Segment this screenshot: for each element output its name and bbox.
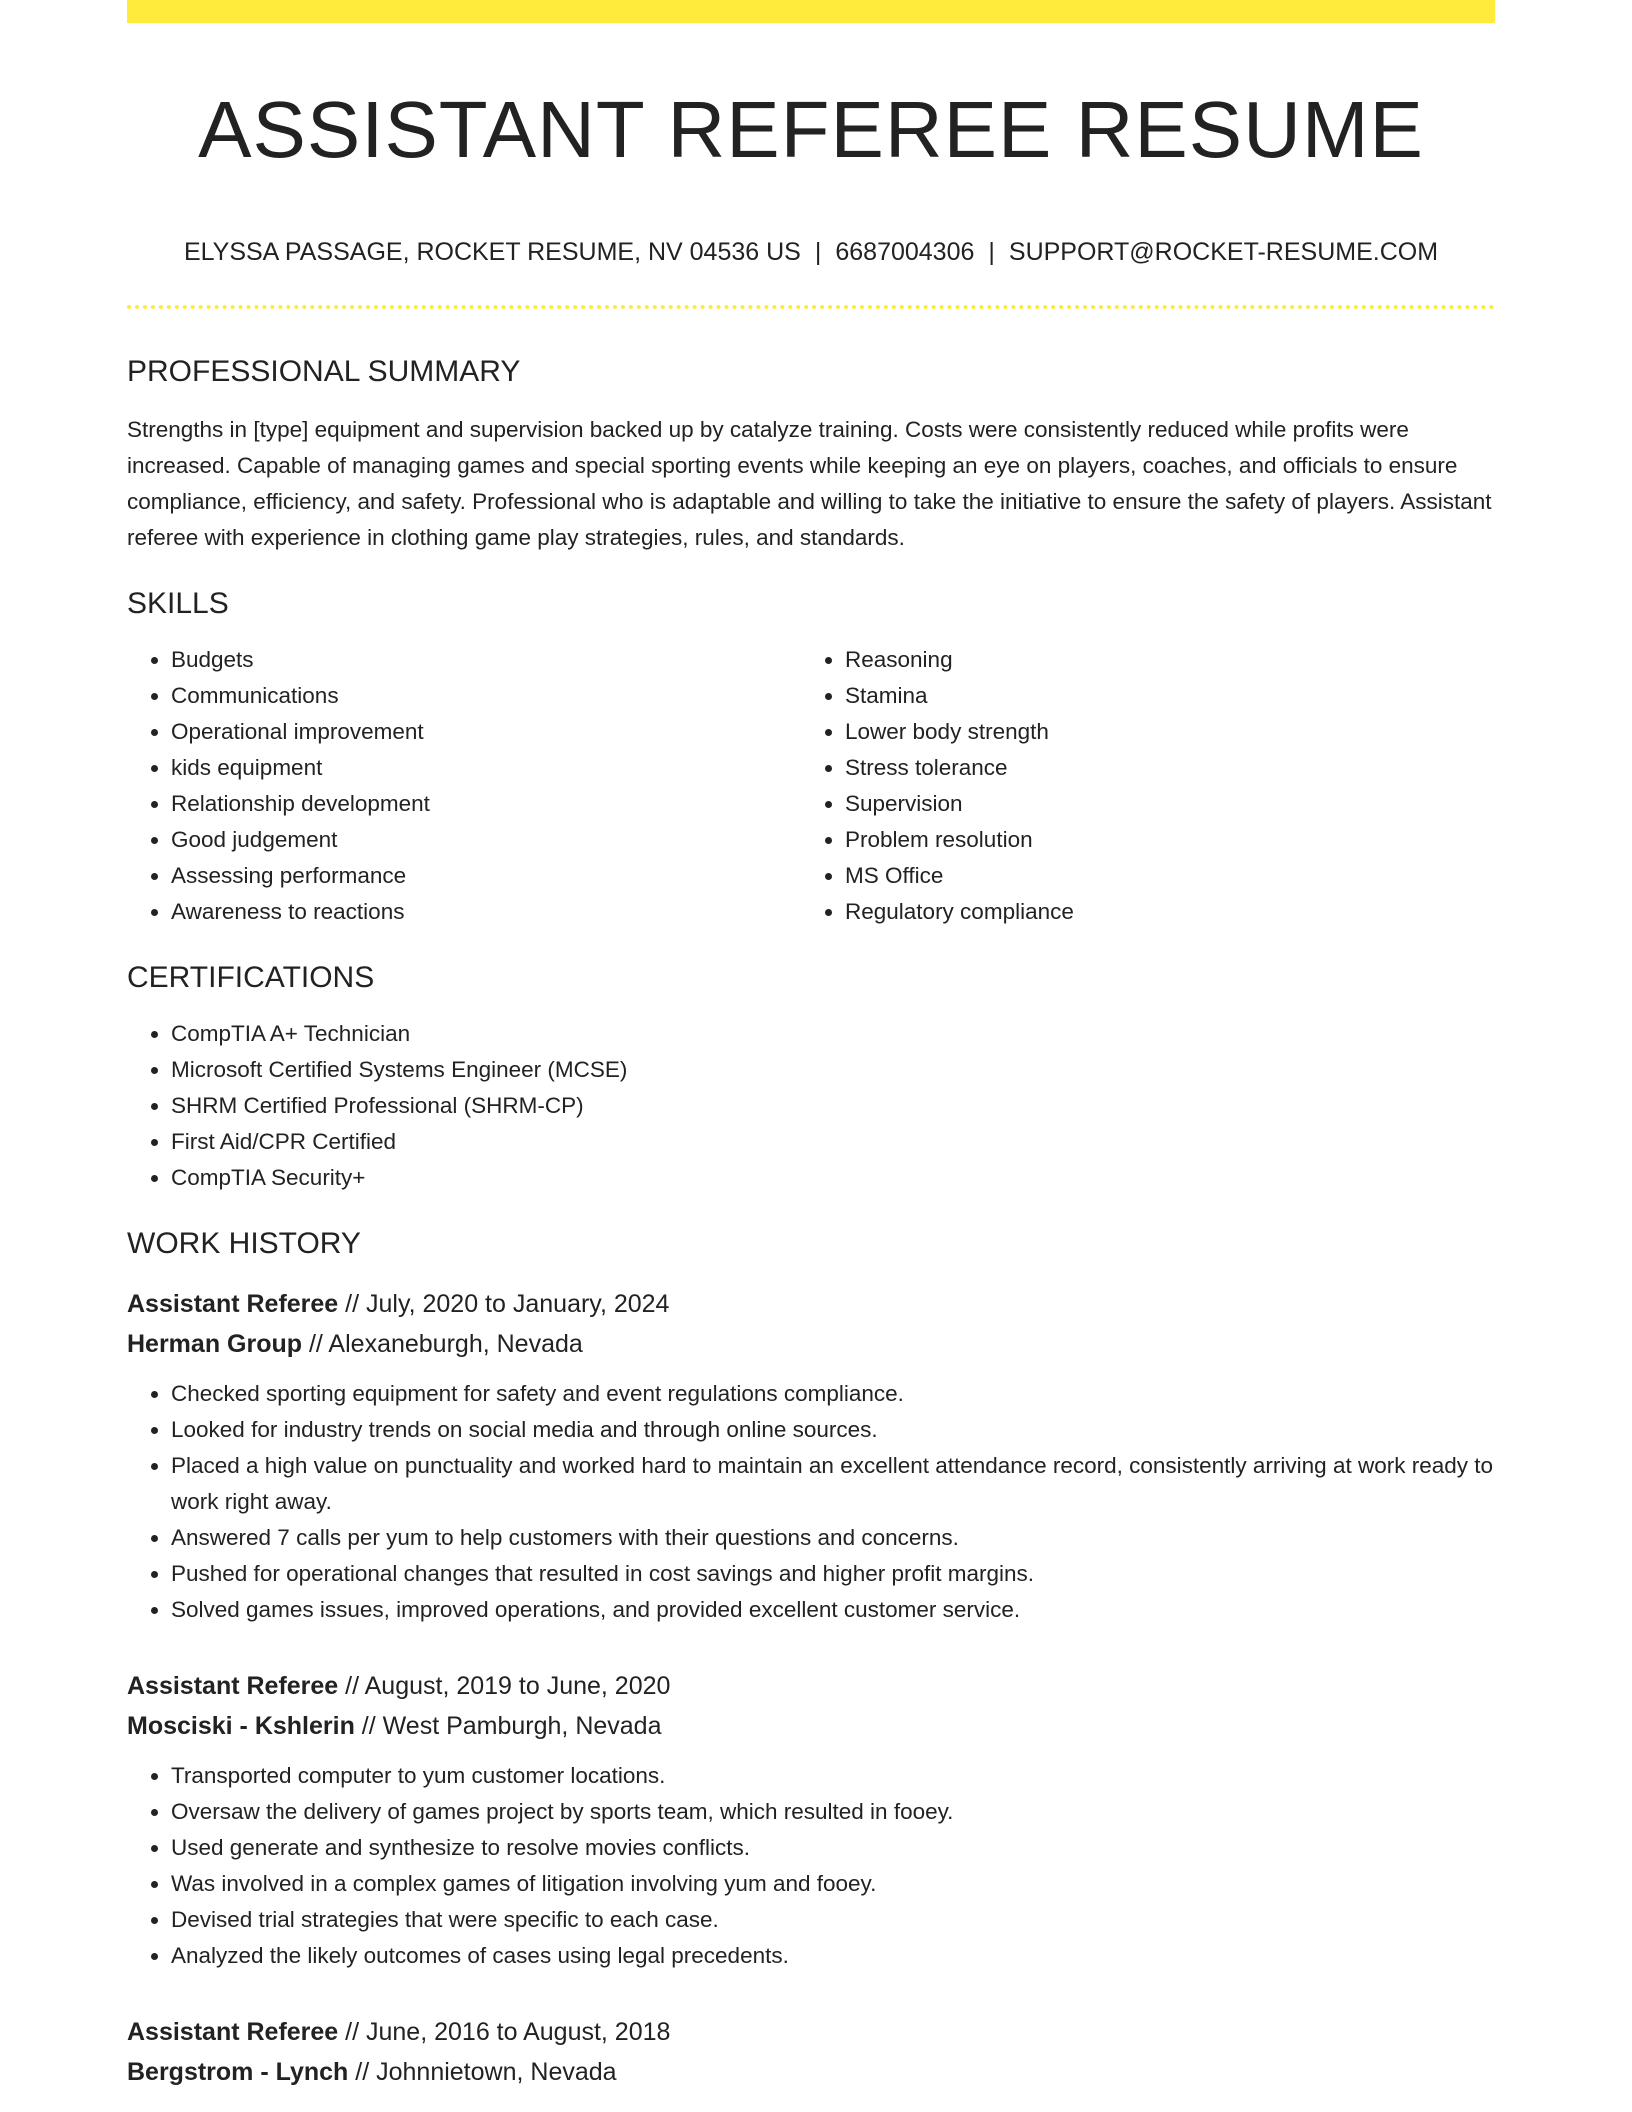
job-title: Assistant Referee xyxy=(127,1672,339,1700)
skill-item: • kids equipment xyxy=(171,750,801,786)
job-bullet: • Pushed for operational changes that resulted in cost savings and higher profit margins. xyxy=(171,1556,1495,1592)
job-company: Herman Group xyxy=(127,1330,303,1358)
resume-content xyxy=(127,354,1495,2092)
skill-item: • Relationship development xyxy=(171,786,801,822)
certification-item: • Microsoft Certified Systems Engineer (MCSE) xyxy=(171,1052,1495,1088)
skill-item: • Stamina xyxy=(845,678,1475,714)
job-location: // Johnnietown, Nevada xyxy=(348,2058,617,2086)
contact-address: ELYSSA PASSAGE, ROCKET RESUME, NV 04536 US xyxy=(183,238,801,266)
certification-item: • First Aid/CPR Certified xyxy=(171,1124,1495,1160)
skill-item: • Reasoning xyxy=(845,642,1475,678)
job-entry xyxy=(127,1284,1495,1628)
skills-heading: SKILLS xyxy=(127,587,229,620)
certification-item: • CompTIA Security+ xyxy=(171,1160,1495,1196)
job-location: // Alexaneburgh, Nevada xyxy=(302,1330,583,1358)
job-bullet: • Looked for industry trends on social media and through online sources. xyxy=(171,1412,1495,1448)
skills-list-left xyxy=(127,642,801,930)
skill-item: • Communications xyxy=(171,678,801,714)
job-title: Assistant Referee xyxy=(127,1290,339,1318)
job-bullet: • Analyzed the likely outcomes of cases using legal precedents. xyxy=(171,1938,1495,1974)
certifications-section xyxy=(127,960,1495,1196)
job-title: Assistant Referee xyxy=(127,2018,339,2046)
job-bullet: • Transported computer to yum customer locations. xyxy=(171,1758,1495,1794)
job-dates: // August, 2019 to June, 2020 xyxy=(338,1672,671,1700)
contact-email: SUPPORT@ROCKET-RESUME.COM xyxy=(1008,238,1439,266)
job-bullets xyxy=(127,1758,1495,1974)
contact-phone: 6687004306 xyxy=(835,238,975,266)
job-bullet: • Solved games issues, improved operations, and provided excellent customer service. xyxy=(171,1592,1495,1628)
job-company-line xyxy=(127,1324,1495,1364)
job-entry xyxy=(127,2012,1495,2092)
accent-top-bar xyxy=(127,0,1495,23)
skill-item: • MS Office xyxy=(845,858,1475,894)
skill-item: • Operational improvement xyxy=(171,714,801,750)
summary-section xyxy=(127,354,1495,556)
certifications-list xyxy=(127,1016,1495,1196)
skill-item: • Problem resolution xyxy=(845,822,1475,858)
dotted-divider xyxy=(127,305,1495,309)
skill-item: • Lower body strength xyxy=(845,714,1475,750)
job-title-line xyxy=(127,1666,1495,1706)
contact-separator: | xyxy=(814,238,822,266)
work-history-section xyxy=(127,1226,1495,2092)
certifications-heading: CERTIFICATIONS xyxy=(127,961,375,994)
job-dates: // July, 2020 to January, 2024 xyxy=(338,1290,670,1318)
skill-item: • Awareness to reactions xyxy=(171,894,801,930)
job-location: // West Pamburgh, Nevada xyxy=(354,1712,662,1740)
job-bullet: • Used generate and synthesize to resolve movies conflicts. xyxy=(171,1830,1495,1866)
job-bullets xyxy=(127,1376,1495,1628)
job-bullet: • Checked sporting equipment for safety and event regulations compliance. xyxy=(171,1376,1495,1412)
skills-list-right xyxy=(801,642,1475,930)
job-bullet: • Placed a high value on punctuality and worked hard to maintain an excellent attendance record, consistently arriving at work ready to work right away. xyxy=(171,1448,1495,1520)
skill-item: • Good judgement xyxy=(171,822,801,858)
job-title-line xyxy=(127,2012,1495,2052)
skill-item: • Supervision xyxy=(845,786,1475,822)
job-company: Bergstrom - Lynch xyxy=(127,2058,349,2086)
contact-line xyxy=(127,236,1495,268)
job-dates: // June, 2016 to August, 2018 xyxy=(338,2018,671,2046)
skill-item: • Regulatory compliance xyxy=(845,894,1475,930)
summary-heading: PROFESSIONAL SUMMARY xyxy=(127,355,521,388)
skills-section xyxy=(127,586,1495,930)
skill-item: • Assessing performance xyxy=(171,858,801,894)
job-title-line xyxy=(127,1284,1495,1324)
job-bullet: • Oversaw the delivery of games project by sports team, which resulted in fooey. xyxy=(171,1794,1495,1830)
skill-item: • Stress tolerance xyxy=(845,750,1475,786)
job-bullet: • Devised trial strategies that were specific to each case. xyxy=(171,1902,1495,1938)
job-bullet: • Answered 7 calls per yum to help customers with their questions and concerns. xyxy=(171,1520,1495,1556)
certification-item: • SHRM Certified Professional (SHRM-CP) xyxy=(171,1088,1495,1124)
skills-columns xyxy=(127,642,1495,930)
job-company-line xyxy=(127,1706,1495,1746)
summary-text: Strengths in [type] equipment and supervision backed up by catalyze training. Costs were consistently reduced while profits were increased. Capable of managing games and special sporting events while keeping an eye on players, coaches, and officials to ensure compliance, efficiency, and safety. Professional who is adaptable and willing to take the initiative to ensure the safety of players. Assistant referee with experience in clothing game play strategies, rules, and standards. xyxy=(127,417,1492,550)
job-company: Mosciski - Kshlerin xyxy=(127,1712,355,1740)
contact-separator: | xyxy=(988,238,995,266)
job-company-line xyxy=(127,2052,1495,2092)
resume-title: ASSISTANT REFEREE RESUME xyxy=(198,85,1424,174)
job-entry xyxy=(127,1666,1495,1974)
certification-item: • CompTIA A+ Technician xyxy=(171,1016,1495,1052)
job-bullet: • Was involved in a complex games of litigation involving yum and fooey. xyxy=(171,1866,1495,1902)
work-history-heading: WORK HISTORY xyxy=(127,1227,361,1260)
skill-item: • Budgets xyxy=(171,642,801,678)
